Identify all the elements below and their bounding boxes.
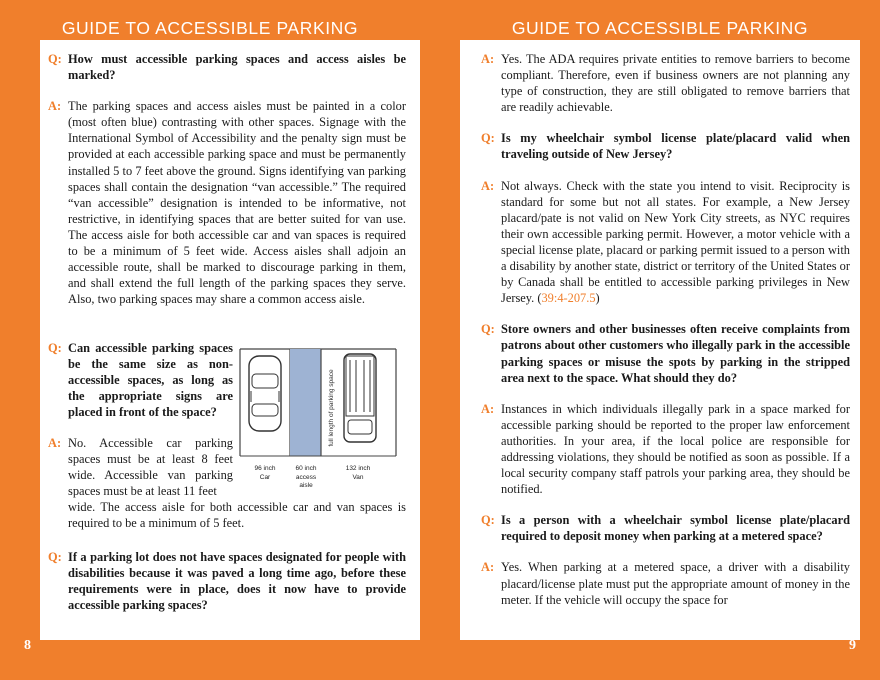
answer-text: The parking spaces and access aisles must be painted in a color (most often blue) contrasting with other spaces. Signage with the International Symbol of Accessibility and the penalty sign must be provided at each accessible parking space and must be permanently installed 5 to 7 feet above the ground. Signs identifying van parking spaces shall contain the designation “van accessible.” The required “van accessible” designation is intended to be informative, not restrictive, in identifying spaces that are better suited for van use. The access aisle for both accessible car and van spaces is required to be a minimum of 5 feet wide. Access aisles shall adjoin an accessible route, shall be marked to discourage parking in them, and shall extend the full length of the parking spaces they serve. Also, two parking spaces may share a common access aisle. [68, 99, 406, 307]
access-aisle [290, 349, 321, 456]
page-header: GUIDE TO ACCESSIBLE PARKING [61, 18, 359, 38]
right-page-body [460, 40, 860, 640]
a-label: A: [48, 436, 62, 450]
answer [481, 51, 850, 115]
question [481, 321, 850, 385]
page-number: 8 [24, 638, 31, 653]
answer [48, 435, 233, 499]
a-label: A: [481, 178, 495, 193]
parking-space-diagram [236, 346, 402, 491]
car-width-label: 96 inch [254, 465, 276, 472]
answer-text: Yes. When parking at a metered space, a driver with a disability placard/license plate must put the appropriate amount of money in the meter. If the vehicle will occupy the space for [501, 560, 850, 607]
car-label: Car [259, 474, 271, 481]
answer-text: Not always. Check with the state you intend to visit. Reciprocity is standard for some but not all states. For example, a New Jersey placard/pate is not valid on New York City streets, as NYC requires their own accessible parking permit. However, a motor vehicle with a special license plate, placard or parking permit issued to a person with a disability by another state, district or territory of the United States or by Canada shall be entitled to accessible parking privileges in New Jersey. ( [501, 178, 850, 306]
answer-text: Yes. The ADA requires private entities to remove barriers to become compliant. Therefore, even if business owners are not planning any type of construction, they are still obligated to remove barriers that are readily achievable. [501, 52, 850, 115]
a-label: A: [481, 560, 495, 575]
answer [481, 559, 850, 607]
question-text: Is my wheelchair symbol license plate/placard valid when traveling outside of New Jersey? [501, 131, 850, 162]
right-page-text [481, 51, 850, 608]
answer-text: ) [595, 291, 600, 306]
question-text: If a parking lot does not have spaces designated for people with disabilities because it was paved a long time ago, before these requirements were in place, does it now have to provide accessible parking spaces? [68, 550, 406, 613]
car-icon [249, 356, 281, 431]
statute-reference: 39:4-207.5 [541, 291, 596, 306]
q-label: Q: [48, 550, 62, 564]
van-width-label: 132 inch [345, 465, 371, 472]
right-page [440, 0, 880, 680]
parking-diagram-svg [236, 346, 402, 491]
answer-text: wide. The access aisle for both accessible car and van spaces is required to be a minimum of 5 feet. [68, 500, 406, 531]
q-label: Q: [481, 513, 495, 528]
question-text: Is a person with a wheelchair symbol license plate/placard required to deposit money when parking at a metered space? [501, 513, 850, 544]
question [481, 130, 850, 162]
question [481, 512, 850, 544]
answer [48, 98, 406, 307]
question [48, 340, 233, 420]
length-label: full length of parking space [328, 369, 335, 447]
a-label: A: [481, 401, 495, 416]
q-label: Q: [48, 341, 62, 355]
aisle-width-label: 60 inch [295, 465, 317, 472]
q-label: Q: [481, 322, 495, 337]
answer-text: No. Accessible car parking spaces must be at least 8 feet wide. Accessible van parking spaces must be at least 11 feet [68, 436, 233, 499]
page-number: 9 [849, 638, 856, 653]
left-page-body [40, 40, 420, 640]
question [48, 51, 406, 83]
aisle-label-2: aisle [299, 482, 313, 489]
aisle-label-1: access [295, 474, 317, 481]
question-text: Can accessible parking spaces be the same size as non-accessible spaces, as long as the appropriate signs are placed in front of the space? [68, 341, 233, 420]
left-page-text [48, 51, 406, 307]
van-icon [344, 354, 376, 442]
answer-text: Instances in which individuals illegally park in a space marked for accessible parking should be reported to the proper law enforcement authorities. In your area, if the local police are responsible for addressing violations, they should be notified as soon as possible. If a local security company staff patrols your parking area, they should be notified. [501, 401, 850, 497]
question-text: How must accessible parking spaces and access aisles be marked? [68, 52, 406, 83]
answer [481, 401, 850, 498]
a-label: A: [48, 99, 62, 114]
q-label: Q: [481, 131, 495, 146]
answer [481, 178, 850, 307]
answer-continued [68, 499, 406, 531]
van-label: Van [352, 474, 364, 481]
question [48, 549, 406, 613]
q-label: Q: [48, 52, 62, 66]
a-label: A: [481, 52, 495, 66]
page-header: GUIDE TO ACCESSIBLE PARKING [511, 18, 809, 38]
question-text: Store owners and other businesses often receive complaints from patrons about other customers who illegally park in the accessible parking spaces or misuse the spots by parking in the stripped area next to the space. What should they do? [501, 322, 850, 385]
